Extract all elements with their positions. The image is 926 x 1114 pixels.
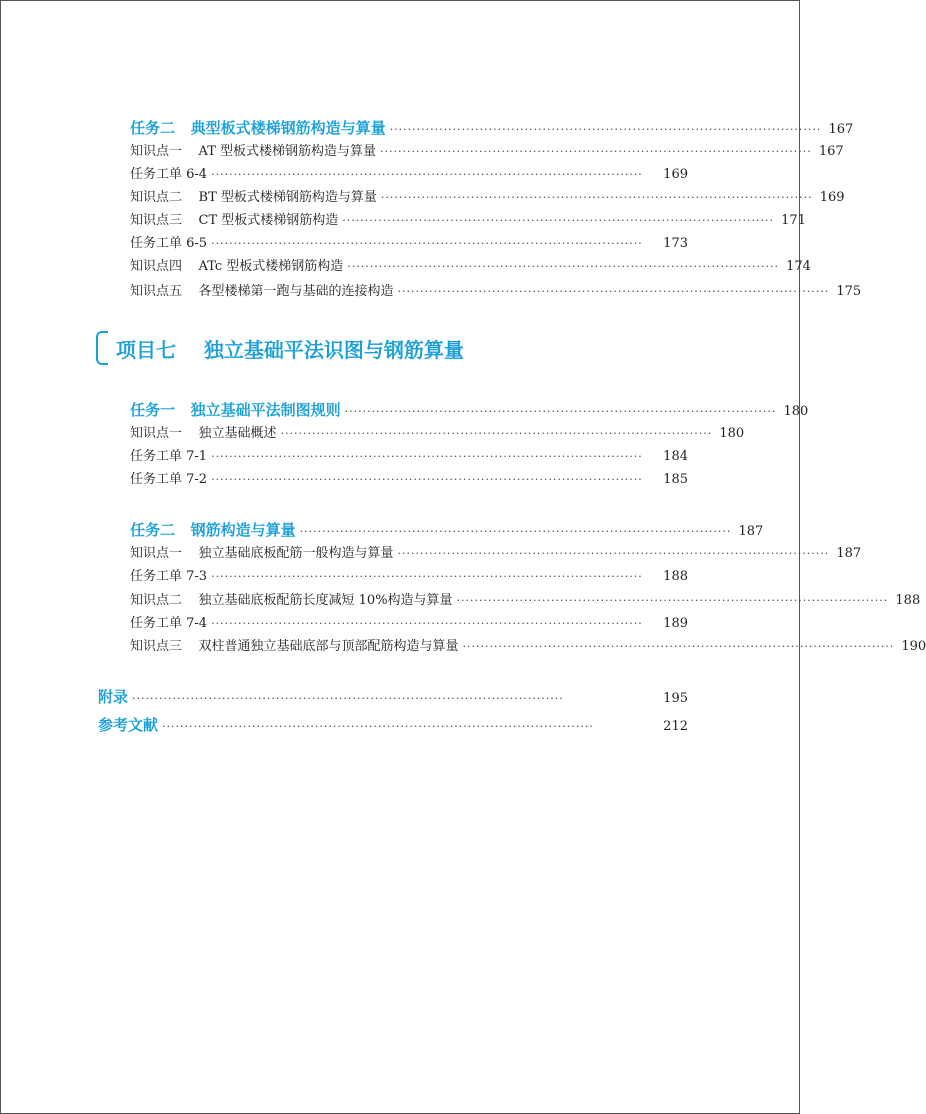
toc-item-entry[interactable] (130, 471, 688, 489)
toc-page-number: 187 (836, 546, 862, 561)
toc-item-entry[interactable] (130, 166, 688, 184)
toc-leader-dots: ································································································ (389, 123, 822, 136)
toc-item-entry[interactable] (130, 143, 844, 161)
toc-leader-dots: ································································································ (380, 191, 813, 204)
toc-item-label: 任务工单 7-3 (130, 569, 208, 584)
toc-leader-dots: ································································································ (347, 260, 779, 273)
toc-leader-dots: ································································································ (380, 145, 812, 158)
toc-item-label: 任务工单 7-4 (130, 616, 208, 631)
toc-leader-dots: ································································································ (211, 617, 643, 630)
toc-item-entry[interactable] (130, 615, 688, 633)
toc-task-label: 任务二 钢筋构造与算量 (130, 521, 296, 539)
toc-task-entry[interactable] (130, 401, 809, 419)
toc-item-entry[interactable] (130, 545, 862, 563)
toc-task-label: 任务二 典型板式楼梯钢筋构造与算量 (130, 119, 386, 137)
toc-item-entry[interactable] (130, 568, 688, 586)
toc-page-number: 169 (663, 167, 688, 182)
toc-leader-dots: ································································································ (299, 525, 732, 538)
project-title: 项目七 独立基础平法识图与钢筋算量 (116, 337, 464, 362)
toc-page-number: 180 (783, 404, 809, 419)
toc-item-label: 知识点四 ATc 型板式楼梯钢筋构造 (130, 259, 344, 274)
toc-page-number: 187 (738, 524, 764, 539)
toc-page-number: 175 (836, 284, 862, 299)
toc-page-number: 180 (719, 426, 745, 441)
toc-item-entry[interactable] (130, 592, 921, 610)
toc-page-number: 167 (828, 122, 854, 137)
toc-leader-dots: ································································································ (162, 720, 594, 733)
toc-item-label: 知识点二 独立基础底板配筋长度减短 10%构造与算量 (130, 593, 453, 608)
toc-leader-dots: ································································································ (397, 547, 830, 560)
toc-item-entry[interactable] (130, 258, 811, 276)
toc-item-entry[interactable] (130, 189, 845, 207)
toc-item-label: 任务工单 7-2 (130, 472, 208, 487)
toc-leader-dots: ································································································ (211, 450, 643, 463)
toc-item-label: 知识点三 双柱普通独立基础底部与顶部配筋构造与算量 (130, 639, 459, 654)
toc-item-label: 知识点一 AT 型板式楼梯钢筋构造与算量 (130, 144, 377, 159)
toc-leader-dots: ································································································ (132, 692, 564, 705)
toc-page-number: 171 (781, 213, 806, 228)
toc-leader-dots: ································································································ (342, 214, 774, 227)
toc-leader-dots: ································································································ (211, 570, 643, 583)
toc-task-entry[interactable] (130, 521, 764, 539)
project-heading[interactable] (96, 328, 556, 368)
toc-leader-dots: ································································································ (456, 594, 889, 607)
toc-page-number: 188 (895, 593, 921, 608)
toc-leader-dots: ································································································ (397, 285, 830, 298)
toc-item-entry[interactable] (130, 425, 745, 443)
toc-references-entry[interactable] (98, 716, 688, 734)
toc-item-label: 知识点一 独立基础底板配筋一般构造与算量 (130, 546, 394, 561)
toc-item-entry[interactable] (130, 212, 806, 230)
toc-leader-dots: ································································································ (280, 427, 713, 440)
toc-page-number: 169 (819, 190, 845, 205)
toc-item-entry[interactable] (130, 448, 688, 466)
toc-leader-dots: ································································································ (211, 237, 643, 250)
toc-task-label: 任务一 独立基础平法制图规则 (130, 401, 341, 419)
toc-page-number: 173 (663, 236, 688, 251)
toc-appendix-entry[interactable] (98, 688, 688, 706)
toc-leader-dots: ································································································ (211, 473, 643, 486)
toc-task-entry[interactable] (130, 119, 854, 137)
toc-leader-dots: ································································································ (211, 168, 643, 181)
toc-leader-dots: ································································································ (344, 405, 777, 418)
toc-item-label: 知识点一 独立基础概述 (130, 426, 277, 441)
toc-page-number: 189 (663, 616, 688, 631)
toc-item-label: 知识点二 BT 型板式楼梯钢筋构造与算量 (130, 190, 377, 205)
toc-item-label: 任务工单 6-4 (130, 167, 208, 182)
toc-page-number: 174 (786, 259, 811, 274)
toc-item-entry[interactable] (130, 235, 688, 253)
toc-page-number: 212 (663, 719, 688, 734)
toc-page-number: 184 (663, 449, 688, 464)
toc-item-label: 知识点五 各型楼梯第一跑与基础的连接构造 (130, 284, 394, 299)
toc-page-number: 185 (663, 472, 688, 487)
bracket-decoration (96, 331, 108, 365)
toc-item-label: 任务工单 6-5 (130, 236, 208, 251)
toc-page-number: 195 (663, 691, 688, 706)
toc-page-number: 190 (901, 639, 926, 654)
toc-page-number: 188 (663, 569, 688, 584)
toc-leader-dots: ································································································ (462, 640, 895, 653)
toc-references-label: 参考文献 (98, 716, 159, 734)
toc-item-entry[interactable] (130, 638, 926, 656)
toc-page-number: 167 (818, 144, 844, 159)
toc-item-label: 知识点三 CT 型板式楼梯钢筋构造 (130, 213, 339, 228)
toc-appendix-label: 附录 (98, 688, 129, 706)
toc-item-label: 任务工单 7-1 (130, 449, 208, 464)
toc-item-entry[interactable] (130, 283, 862, 301)
